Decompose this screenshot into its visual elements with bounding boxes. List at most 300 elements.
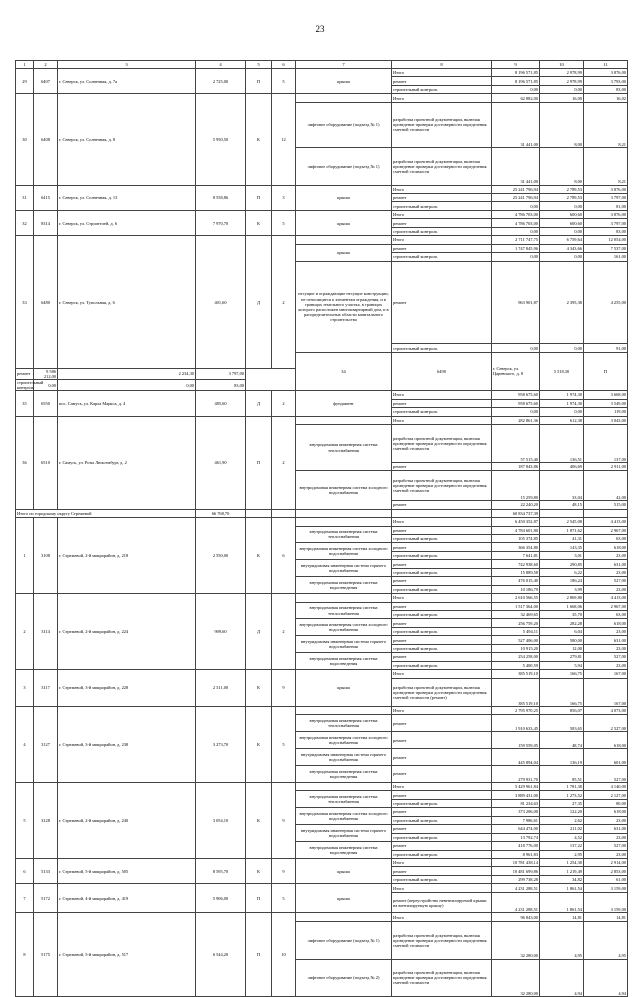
table-cell: 1 974,30: [540, 399, 584, 407]
table-cell: 6407: [34, 69, 58, 94]
table-cell: 60 834 737,39: [492, 509, 540, 517]
table-cell: 63,00: [584, 611, 628, 619]
table-cell: ремонт: [392, 261, 492, 344]
table-cell: 63,00: [584, 534, 628, 542]
table-cell: 41,31: [540, 534, 584, 542]
table-cell: 5: [272, 69, 296, 94]
table-cell: К: [246, 706, 272, 782]
table-row: [16, 884, 628, 892]
table-cell: 385 519,10: [492, 678, 540, 706]
table-cell: 3 797,00: [196, 368, 246, 379]
table-cell: 48,15: [540, 501, 584, 509]
table-cell: К: [246, 518, 272, 594]
table-cell: ремонт: [392, 526, 492, 534]
table-cell: 1: [16, 518, 34, 594]
table-cell: Итого: [392, 859, 492, 867]
table-cell: разработка проектной документации, включая проведение проверки достоверности определения сметной стоимости: [392, 425, 492, 463]
table-cell: [296, 518, 392, 526]
table-cell: [296, 594, 392, 602]
table-cell: 3 159,00: [584, 892, 628, 913]
table-cell: 8,21: [584, 147, 628, 185]
table-cell: крыша: [296, 244, 392, 261]
table-cell: 461,90: [196, 416, 246, 509]
table-cell: 631,00: [584, 560, 628, 568]
table-cell: 1 861,54: [540, 884, 584, 892]
table-cell: лифтовое оборудование (подъезд № 1): [296, 921, 392, 959]
table-cell: 9: [272, 859, 296, 884]
table-cell: 5: [272, 706, 296, 782]
table-row: [16, 509, 628, 517]
table-cell: 61,00: [584, 875, 628, 883]
table-cell: Итого: [392, 670, 492, 678]
table-cell: 5 400,59: [492, 661, 540, 669]
table-cell: ремонт: [392, 791, 492, 799]
table-cell: 91,00: [584, 344, 628, 352]
table-cell: 2 789,53: [540, 185, 584, 193]
table-cell: 2 234,30: [58, 368, 196, 379]
table-cell: 6550: [34, 391, 58, 416]
table-cell: 2 967,00: [584, 526, 628, 534]
table-row: [16, 859, 628, 867]
table-cell: 3 797,00: [584, 219, 628, 227]
table-cell: строительный контроль: [392, 568, 492, 576]
table-cell: 23,00: [584, 627, 628, 635]
table-cell: 0,00: [492, 253, 540, 261]
table-cell: 5 494,11: [492, 627, 540, 635]
table-cell: 6480: [34, 236, 58, 369]
table-cell: 2 911,00: [584, 462, 628, 470]
table-cell: 1 871,62: [540, 526, 584, 534]
table-cell: крыша: [296, 859, 392, 884]
table-cell: 10 781 438,14: [492, 859, 540, 867]
table-cell: 4 073,00: [584, 706, 628, 714]
table-cell: 9: [272, 670, 296, 707]
table-cell: 105 374,85: [492, 534, 540, 542]
table-row: [16, 782, 628, 790]
table-cell: 279,81: [540, 653, 584, 661]
table-cell: 4 786 703,00: [492, 219, 540, 227]
table-cell: крыша: [296, 670, 392, 707]
table-cell: г. Северск, ул. Солнечная, д. 8: [58, 94, 196, 185]
table-cell: 22 240,20: [492, 501, 540, 509]
table-cell: 8,00: [540, 102, 584, 147]
table-cell: 6415: [34, 185, 58, 210]
table-cell: 527 406,00: [492, 636, 540, 644]
table-cell: 4: [16, 706, 34, 782]
table-cell: крыша: [296, 884, 392, 913]
table-cell: 583,65: [540, 715, 584, 732]
table-cell: строительный контроль: [392, 202, 492, 210]
table-cell: строительный контроль: [392, 585, 492, 593]
table-cell: Итого: [392, 94, 492, 102]
table-cell: 7 537,00: [584, 244, 628, 252]
table-cell: 166,75: [540, 678, 584, 706]
table-cell: 3128: [34, 782, 58, 858]
table-cell: 31 441,00: [492, 102, 540, 147]
table-cell: ремонт: [392, 77, 492, 85]
table-cell: внутридомовая инженерная система водоотведения: [296, 653, 392, 670]
table-cell: 963 901,87: [492, 261, 540, 344]
table-cell: 85,51: [540, 766, 584, 783]
table-row: [16, 94, 628, 102]
table-cell: 385 519,10: [492, 670, 540, 678]
table-cell: внутридомовая инженерная система теплоснабжения: [296, 602, 392, 619]
table-cell: 3 668,00: [584, 391, 628, 399]
table-cell: 0,00: [540, 253, 584, 261]
table-cell: ремонт: [392, 501, 492, 509]
table-cell: 1 974,30: [540, 391, 584, 399]
table-cell: 4 231 288,51: [492, 884, 540, 892]
table-cell: крыша: [296, 210, 392, 235]
table-cell: 1 273,52: [540, 791, 584, 799]
table-cell: 0,00: [540, 408, 584, 416]
table-cell: 418 776,00: [492, 842, 540, 850]
table-cell: 6 759,64: [540, 236, 584, 244]
table-cell: 3 273,70: [196, 706, 246, 782]
table-cell: 186,24: [540, 577, 584, 585]
table-cell: 32 469,65: [492, 611, 540, 619]
table-cell: ремонт: [392, 462, 492, 470]
table-cell: 1 219,49: [540, 867, 584, 875]
table-cell: 16,00: [540, 94, 584, 102]
table-cell: 3 054,10: [196, 782, 246, 858]
table-cell: 2 967,00: [584, 602, 628, 610]
table-cell: 81,00: [584, 202, 628, 210]
table-cell: г. Северск, ул. Солнечная, д. 7а: [58, 69, 196, 94]
table-cell: 2 789,53: [540, 193, 584, 201]
table-cell: ремонт (переустройство невентилируемой крыши на вентилируемую крышу): [392, 892, 492, 913]
table-cell: 122,20: [540, 808, 584, 816]
table-cell: лифтовое оборудование (подъезд № 2): [296, 959, 392, 997]
table-cell: ремонт: [392, 602, 492, 610]
table-cell: Д: [246, 391, 272, 416]
table-cell: 527,00: [584, 653, 628, 661]
table-cell: 2 395,38: [540, 261, 584, 344]
table-cell: 1 254,30: [540, 859, 584, 867]
table-cell: г. Стрежевой, 2-й микрорайон, д. 240: [58, 782, 196, 858]
table-cell: 6: [272, 518, 296, 594]
table-cell: 12,00: [540, 644, 584, 652]
table-cell: 6408: [34, 94, 58, 185]
table-cell: строительный контроль: [392, 816, 492, 824]
table-cell: разработка проектной документации, включая проведение проверки достоверности определения сметной стоимости: [392, 102, 492, 147]
table-cell: 23,00: [584, 568, 628, 576]
table-cell: К: [246, 670, 272, 707]
table-cell: строительный контроль: [392, 627, 492, 635]
table-row: [16, 594, 628, 602]
table-cell: 6 450 352,87: [492, 518, 540, 526]
table-cell: 16,02: [584, 94, 628, 102]
table-cell: 256 759,20: [492, 619, 540, 627]
table-cell: 527,00: [584, 577, 628, 585]
table-cell: 406,69: [540, 462, 584, 470]
table-cell: внутридомовая инженерная система водоотведения: [296, 766, 392, 783]
table-cell: 8,21: [584, 102, 628, 147]
table-cell: Итого: [392, 518, 492, 526]
table-cell: 618,00: [584, 543, 628, 551]
table-cell: ремонт: [392, 867, 492, 875]
table-cell: 2 795 970,25: [492, 706, 540, 714]
table-cell: строительный контроль: [392, 534, 492, 542]
table-cell: Итого по городскому округу Стрежевой: [16, 509, 196, 517]
table-cell: 27,35: [540, 799, 584, 807]
table-cell: 14,81: [540, 913, 584, 921]
table-cell: [296, 416, 392, 424]
table-cell: 2: [272, 236, 296, 369]
table-cell: 34,82: [540, 875, 584, 883]
table-cell: строительный контроль: [392, 611, 492, 619]
table-cell: ремонт: [392, 749, 492, 766]
table-cell: 143,35: [540, 543, 584, 551]
table-cell: ремонт: [392, 560, 492, 568]
table-cell: 7: [16, 884, 34, 913]
table-cell: 159 559,05: [492, 732, 540, 749]
column-header: 3: [58, 61, 196, 69]
table-cell: 12 054,00: [584, 236, 628, 244]
table-cell: [246, 509, 272, 517]
table-cell: 8 595,70: [196, 859, 246, 884]
table-cell: Итого: [392, 913, 492, 921]
table-cell: 4,94: [584, 959, 628, 997]
table-cell: 32: [16, 210, 34, 235]
table-header-row: [16, 61, 628, 69]
table-cell: г. Стрежевой, 4-й микрорайон, д. 419: [58, 884, 196, 913]
capital-repair-table: [15, 60, 628, 997]
table-cell: крыша: [296, 185, 392, 210]
table-cell: разработка проектной документации, включая проведение проверки достоверности определения сметной стоимости: [392, 959, 492, 997]
table-cell: 373 206,00: [492, 808, 540, 816]
table-cell: 80,00: [584, 799, 628, 807]
table-cell: 3 876,00: [584, 210, 628, 218]
table-cell: 5,94: [540, 661, 584, 669]
table-cell: 3 159,00: [584, 884, 628, 892]
table-cell: г. Северск, ул. Тупольная, д. 6: [58, 236, 196, 369]
table-cell: внутридомовая инженерная система холодного водоснабжения: [296, 808, 392, 825]
table-cell: 2 311,00: [196, 670, 246, 707]
table-cell: разработка проектной документации, включая проведение проверки достоверности определения сметной стоимости: [392, 471, 492, 501]
table-cell: 2 527,00: [584, 715, 628, 732]
table-cell: К: [246, 210, 272, 235]
table-cell: 23,00: [584, 551, 628, 559]
table-cell: 299 738,28: [492, 875, 540, 883]
table-cell: строительный контроль: [392, 227, 492, 235]
table-cell: 3 876,00: [584, 69, 628, 77]
table-cell: 958 675,60: [492, 391, 540, 399]
table-cell: П: [246, 69, 272, 94]
table-cell: 3 889 431,00: [492, 791, 540, 799]
table-cell: 2 853,00: [584, 867, 628, 875]
table-cell: 1 910 633,45: [492, 715, 540, 732]
table-cell: 1 517 364,00: [492, 602, 540, 610]
table-cell: внутридомовая инженерная система теплоснабжения: [296, 791, 392, 808]
table-cell: 10 481 699,86: [492, 867, 540, 875]
table-cell: строительный контроль: [392, 253, 492, 261]
table-cell: г. Стрежевой, 2-й микрорайон, д. 224: [58, 594, 196, 670]
table-cell: 96 843,00: [492, 913, 540, 921]
table-cell: 600,60: [540, 210, 584, 218]
table-cell: [296, 913, 392, 921]
table-cell: 290,85: [540, 560, 584, 568]
table-cell: 32 280,00: [492, 921, 540, 959]
table-cell: 136,19: [540, 749, 584, 766]
table-cell: внутридомовая инженерная система водоотведения: [296, 842, 392, 859]
column-header: 4: [196, 61, 246, 69]
table-cell: ремонт: [392, 808, 492, 816]
table-cell: строительный контроль: [392, 661, 492, 669]
table-cell: 13 792,74: [492, 833, 540, 841]
table-row: [16, 185, 628, 193]
table-cell: П: [246, 416, 272, 509]
table-cell: 10: [272, 913, 296, 997]
table-cell: 3: [272, 185, 296, 210]
table-cell: 1 861,54: [540, 892, 584, 913]
table-cell: 23,00: [584, 661, 628, 669]
table-cell: строительный контроль: [392, 408, 492, 416]
table-cell: 2 127,00: [584, 791, 628, 799]
table-cell: 25 241 796,94: [492, 193, 540, 201]
table-cell: 2 914,00: [584, 859, 628, 867]
table-cell: 631,00: [584, 636, 628, 644]
table-cell: 166,75: [540, 670, 584, 678]
table-cell: внутридомовая инженерная система горячего водоснабжения: [296, 636, 392, 653]
table-cell: 2: [272, 416, 296, 509]
table-cell: 0,00: [34, 380, 58, 391]
table-cell: 161,00: [584, 253, 628, 261]
table-cell: 137,00: [584, 425, 628, 463]
table-cell: 515,00: [584, 501, 628, 509]
table-cell: 48,74: [540, 732, 584, 749]
table-cell: 137,22: [540, 842, 584, 850]
table-cell: 5172: [34, 884, 58, 913]
table-cell: разработка проектной документации, включая проведение проверки достоверности определения сметной стоимости: [392, 147, 492, 185]
table-cell: П: [246, 884, 272, 913]
table-cell: 485,60: [196, 391, 246, 416]
table-cell: строительный контроль: [392, 644, 492, 652]
table-cell: г. Северск, ул. Солнечная, д. 13: [58, 185, 196, 210]
table-cell: ремонт: [392, 766, 492, 783]
table-cell: внутридомовая инженерная система теплоснабжения: [296, 425, 392, 471]
table-cell: 15 889,58: [492, 568, 540, 576]
table-cell: 3108: [34, 518, 58, 594]
table-cell: г. Стрежевой, 2-й микрорайон, д. 218: [58, 518, 196, 594]
table-cell: лифтовое оборудование (подъезд № 1): [296, 102, 392, 147]
table-cell: 6 544,20: [196, 913, 246, 997]
table-cell: К: [246, 782, 272, 858]
table-cell: 3 876,00: [584, 185, 628, 193]
table-cell: 5: [272, 210, 296, 235]
table-cell: ремонт: [392, 399, 492, 407]
table-cell: 0,00: [540, 227, 584, 235]
table-cell: 2 978,99: [540, 69, 584, 77]
table-cell: 5 906,00: [196, 884, 246, 913]
table-cell: [296, 509, 392, 517]
table-cell: внутридомовая инженерная система холодного водоснабжения: [296, 619, 392, 636]
table-cell: ремонт: [392, 244, 492, 252]
table-cell: 958 675,60: [492, 399, 540, 407]
table-cell: 5133: [34, 859, 58, 884]
column-header: 7: [296, 61, 392, 69]
table-cell: 279 931,70: [492, 766, 540, 783]
table-cell: 0,00: [492, 344, 540, 352]
table-cell: 4 140,00: [584, 782, 628, 790]
table-cell: внутридомовая инженерная система водоотведения: [296, 577, 392, 594]
table-cell: 6510: [34, 416, 58, 509]
table-cell: внутридомовая инженерная система горячего водоснабжения: [296, 749, 392, 766]
table-cell: 8 961,83: [492, 850, 540, 858]
table-cell: 7 641,81: [492, 551, 540, 559]
table-cell: 6: [16, 859, 34, 884]
table-cell: 2: [272, 391, 296, 416]
table-cell: 7 970,70: [196, 210, 246, 235]
table-cell: [296, 94, 392, 102]
table-cell: 3 549,00: [584, 399, 628, 407]
table-cell: 4 784 601,80: [492, 526, 540, 534]
table-cell: 5 518,30: [540, 352, 584, 390]
table-cell: 167,00: [584, 678, 628, 706]
table-cell: г. Стрежевой, 3-й микрорайон, д. 228: [58, 670, 196, 707]
table-cell: крыша: [296, 69, 392, 94]
table-cell: 4 231 288,51: [492, 892, 540, 913]
table-cell: 23,00: [584, 585, 628, 593]
table-cell: Итого: [392, 782, 492, 790]
table-cell: 644 474,00: [492, 825, 540, 833]
table-cell: разработка проектной документации, включая проведение проверки достоверности определения сметной стоимости (ремонт): [392, 678, 492, 706]
table-cell: ремонт: [392, 219, 492, 227]
table-cell: внутридомовая инженерная система холодного водоснабжения: [296, 732, 392, 749]
table-cell: 401,60: [196, 236, 246, 369]
table-row: [16, 670, 628, 678]
table-cell: несущие и ограждающие несущие конструкции, не относящиеся к элементам ограждения, и в границах земельного участка, в границах которого расположен многоквартирный дом, и в распределительных области капитального строительства: [296, 261, 392, 352]
table-cell: 527,00: [584, 842, 628, 850]
table-cell: 42,00: [584, 471, 628, 501]
table-cell: [540, 509, 584, 517]
table-cell: 0,00: [540, 202, 584, 210]
table-cell: фундамент: [296, 391, 392, 416]
table-cell: 2 978,99: [540, 77, 584, 85]
table-cell: 23,00: [584, 644, 628, 652]
table-cell: 476 015,40: [492, 577, 540, 585]
table-cell: 9 586 212,00: [34, 368, 58, 379]
table-cell: внутридомовая инженерная система горячего водоснабжения: [296, 560, 392, 577]
table-cell: пос. Самусь, ул. Карла Маркса, д. 4: [58, 391, 196, 416]
table-cell: ремонт: [392, 732, 492, 749]
table-cell: 282,28: [540, 619, 584, 627]
table-cell: 0,00: [540, 344, 584, 352]
table-cell: 2,95: [540, 850, 584, 858]
table-cell: 618,00: [584, 732, 628, 749]
table-cell: строительный контроль: [392, 85, 492, 93]
table-cell: 31: [16, 185, 34, 210]
table-cell: П: [246, 913, 272, 997]
table-cell: 3 793,00: [584, 77, 628, 85]
table-row: [16, 913, 628, 921]
table-cell: 35: [16, 391, 34, 416]
table-cell: 3114: [34, 594, 58, 670]
table-cell: 66 768,70: [196, 509, 246, 517]
table-cell: 23,00: [584, 816, 628, 824]
table-cell: 167,00: [584, 670, 628, 678]
table-cell: К: [246, 859, 272, 884]
table-cell: 4,95: [540, 921, 584, 959]
table-cell: 83,00: [584, 85, 628, 93]
table-cell: 5: [272, 884, 296, 913]
table-cell: 23,00: [584, 833, 628, 841]
table-cell: 4,95: [584, 921, 628, 959]
table-cell: 23,00: [584, 850, 628, 858]
table-cell: 7 986,61: [492, 816, 540, 824]
table-cell: 14,81: [584, 913, 628, 921]
table-cell: 83,00: [584, 227, 628, 235]
